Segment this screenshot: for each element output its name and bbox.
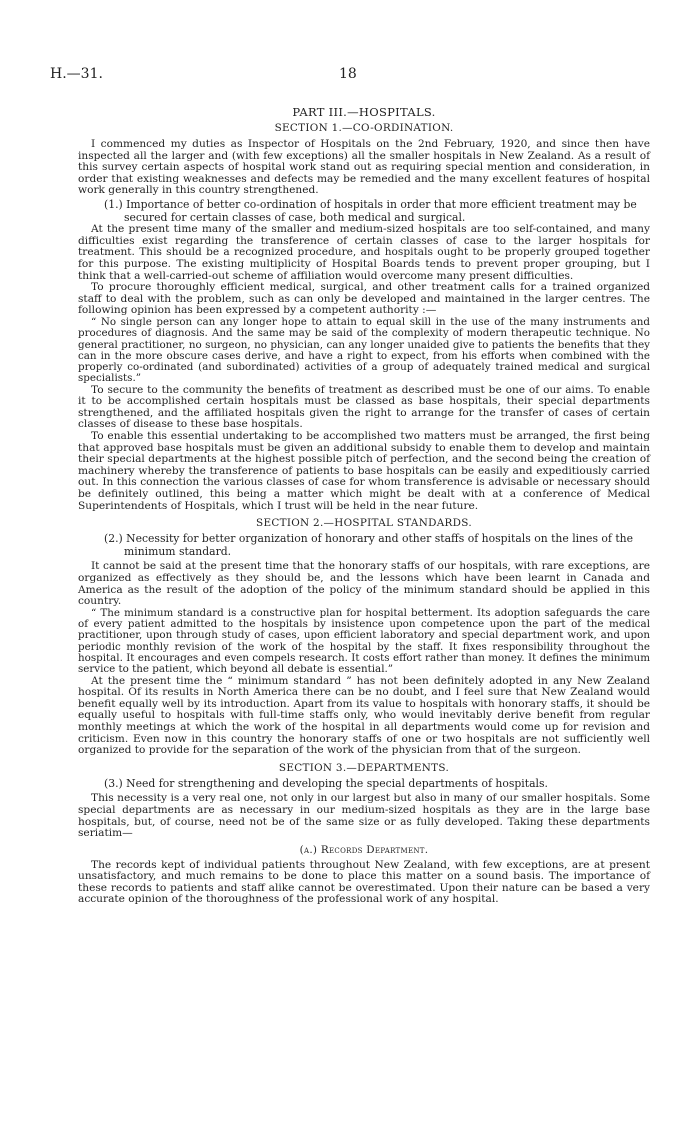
- quotation: “ The minimum standard is a constructive plan for hospital betterment. Its adoption safeguards the care of every patient admitted to the hospitals by insistence upon competence upon the part of the medical practitioner, upon through study of cases, upon efficient laboratory and special department work, and upon periodic monthly revision of the work of the hospital by the staff. It fixes responsibility throughout the hospital. It encourages and even compels research. It costs effort rather than money. It defines the minimum service to the patient, which beyond all debate is essential.”: [78, 606, 650, 676]
- document-reference: H.—31.: [50, 66, 103, 82]
- numbered-item-2: (2.) Necessity for better organization of honorary and other staffs of hospitals on the lines of the minimum standard.: [104, 532, 634, 558]
- paragraph: To procure thoroughly efficient medical, surgical, and other treatment calls for a trained organized staff to deal with the problem, such as can only be developed and maintained in the larger centres. The following opinion has been expressed by a competent authority :—: [78, 281, 650, 317]
- paragraph: It cannot be said at the present time that the honorary staffs of our hospitals, with rare exceptions, are organized as effectively as they should be, and the lessons which have been learnt in Canada and America as the result of the adoption of the policy of the minimum standard should be applied in this country.: [78, 560, 650, 608]
- numbered-item-3: (3.) Need for strengthening and developing the special departments of hospitals.: [104, 776, 548, 790]
- paragraph: I commenced my duties as Inspector of Hospitals on the 2nd February, 1920, and since then have inspected all the larger and (with few exceptions) all the smaller hospitals in New Zealand. As a result of this survey certain aspects of hospital work stand out as requiring special mention and consideration, in order that existing weaknesses and defects may be remedied and the many excellent features of hospital work generally in this country strengthened.: [78, 138, 650, 197]
- document-body: [78, 104, 650, 906]
- paragraph: The records kept of individual patients throughout New Zealand, with few exceptions, are at present unsatisfactory, and much remains to be done to place this matter on a sound basis. The importance of these records to patients and staff alike cannot be overestimated. Upon their nature can be based a very accurate opinion of the thoroughness of the professional work of any hospital.: [78, 858, 650, 906]
- section-3-title: SECTION 3.—DEPARTMENTS.: [278, 761, 450, 774]
- quotation: “ No single person can any longer hope to attain to equal skill in the use of the many instruments and procedures of diagnosis. And the same may be said of the complexity of modern therapeutic technique. No general practitioner, no surgeon, no physician, can any longer unaided give to patients the benefits that they can in the more obscure cases derive, and have a right to expect, from his efforts when combined with the properly co-ordinated (and subordinated) activities of a group of adequately trained medical and surgical specialists.”: [78, 315, 650, 385]
- paragraph: At the present time the “ minimum standard ” has not been definitely adopted in any New Zealand hospital. Of its results in North America there can be no doubt, and I feel sure that New Zealand would benefit equally well by its introduction. Apart from its value to hospitals with honorary staffs, it should be equally useful to hospitals with full-time staffs only, who would inevitably derive benefit from regular monthly meetings at which the work of the hospital in all departments would come up for revision and criticism. Even now in this country the honorary staffs of one or two hospitals are not sufficiently well organized to provide for the separation of the work of the physician from that of the surgeon.: [78, 674, 650, 757]
- part-title: PART III.—HOSPITALS.: [292, 105, 436, 119]
- paragraph: To secure to the community the benefits of treatment as described must be one of our aims. To enable it to be accomplished certain hospitals must be classed as base hospitals, their special departments strengthened, and the affiliated hospitals given the right to arrange for the transfer of cases of certain classes of disease to these base hospitals.: [78, 383, 650, 431]
- numbered-item-1: (1.) Importance of better co-ordination of hospitals in order that more efficient treatment may be secured for certain classes of case, both medical and surgical.: [104, 197, 637, 224]
- section-1-title: SECTION 1.—CO-ORDINATION.: [274, 122, 454, 134]
- subsection-title: (a.) Records Department.: [299, 843, 429, 856]
- section-2-title: SECTION 2.—HOSPITAL STANDARDS.: [256, 517, 472, 530]
- paragraph: This necessity is a very real one, not only in our largest but also in many of our smaller hospitals. Some special departments are as necessary in our medium-sized hospitals as they are in the large base hospitals, but, of course, need not be of the same size or as fully developed. Taking these departments seriatim—: [78, 792, 650, 840]
- paragraph: At the present time many of the smaller and medium-sized hospitals are too self-contained, and many difficulties exist regarding the transference of certain classes of case to the larger hospitals for treatment. This should be a recognized procedure, and hospitals ought to be properly grouped together for this purpose. The existing multiplicity of Hospital Boards tends to prevent proper grouping, but I think that a well-carried-out scheme of affiliation would overcome many present difficulties.: [78, 223, 650, 282]
- paragraph: To enable this essential undertaking to be accomplished two matters must be arranged, the first being that approved base hospitals must be given an additional subsidy to enable them to develop and maintain their special departments at the highest possible pitch of perfection, and the second being the creation of machinery whereby the transference of patients to base hospitals can be easily and expeditiously carried out. In this connection the various classes of case for whom transference is advisable or necessary should be definitely outlined, this being a matter which might be dealt with at a conference of Medical Superintendents of Hospitals, which I trust will be held in the near future.: [78, 430, 650, 512]
- page-number: 18: [339, 66, 357, 82]
